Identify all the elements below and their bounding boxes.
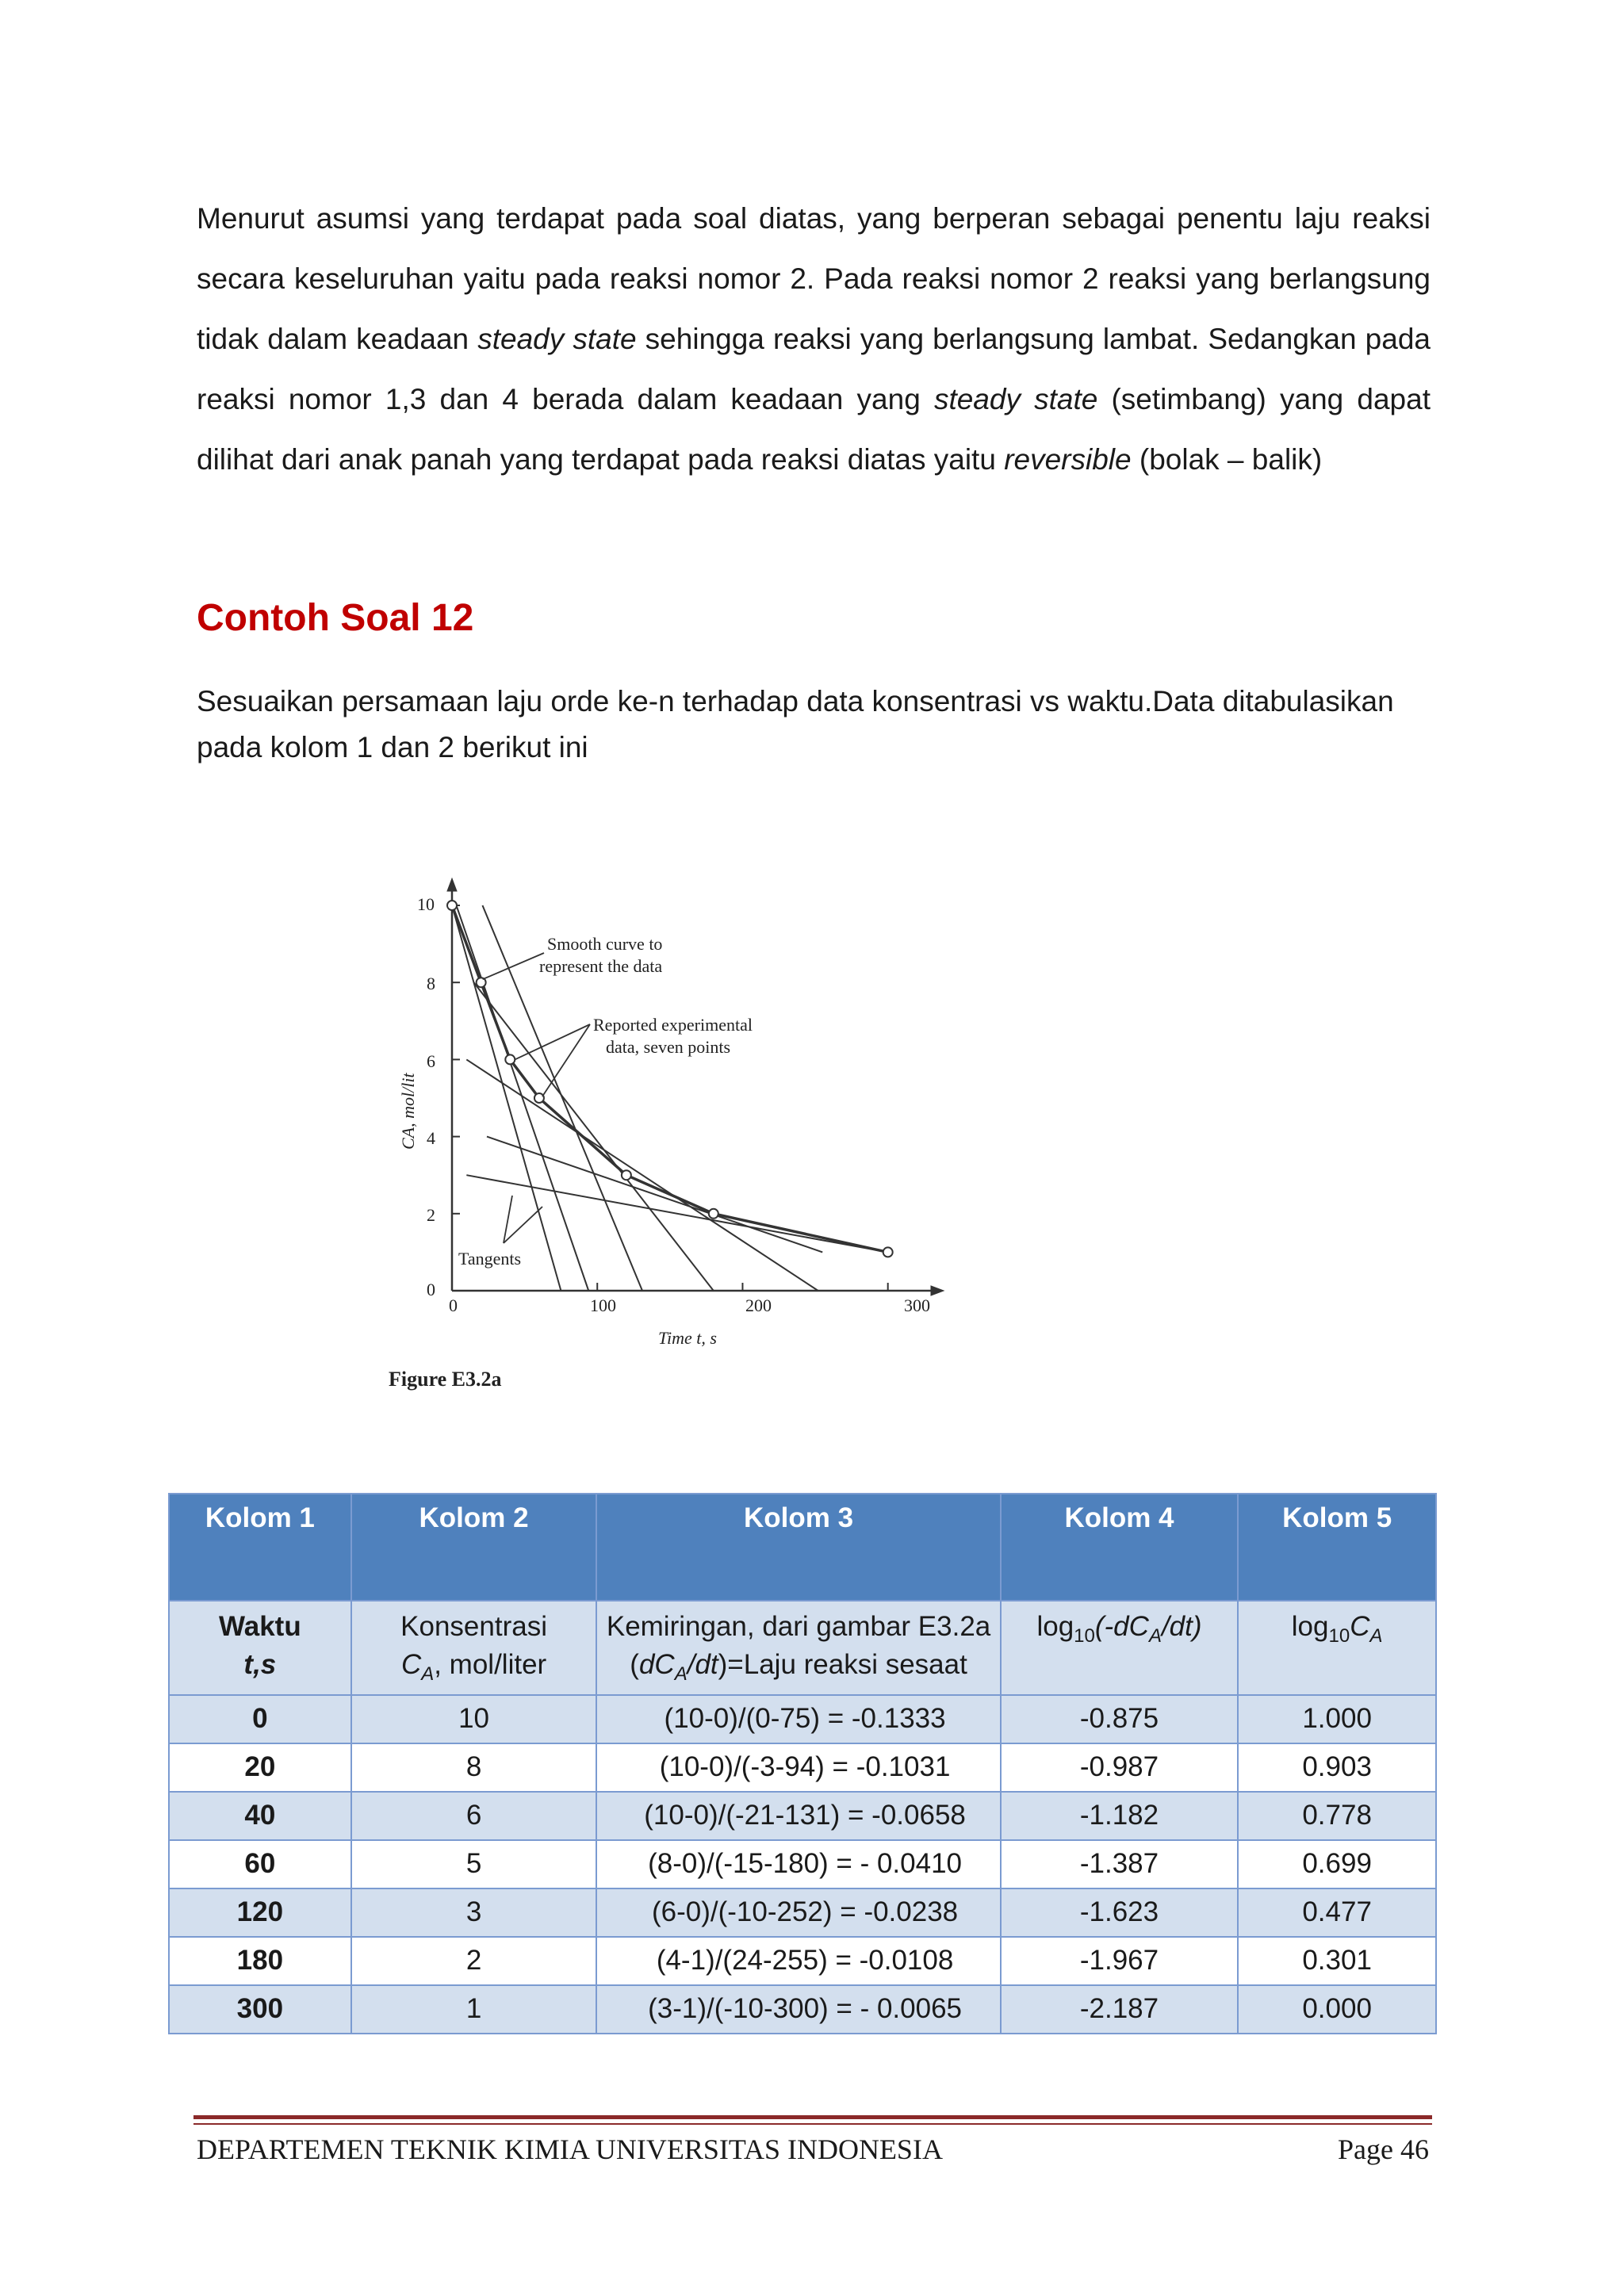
table-row [169,1937,1436,1985]
y-tick-label: 6 [427,1051,435,1071]
column-header: Kolom 3 [596,1494,1000,1601]
footer-department: DEPARTEMEN TEKNIK KIMIA UNIVERSITAS INDONESIA [197,2133,943,2165]
subheader-time: Waktu t,s [169,1601,351,1695]
text-run: sehingga reaksi yang berlangsung lambat. Sedangkan pada reaksi nomor 1,3 dan 4 berada dalam keadaan yang [197,323,1431,415]
y-axis-label: CA, mol/lit [398,1073,418,1150]
column-header: Kolom 5 [1238,1494,1436,1601]
table-cell: 120 [169,1888,351,1937]
annotation-tangents: Tangents [458,1249,522,1269]
table-cell: 180 [169,1937,351,1985]
data-point [447,901,457,910]
table-cell: -0.987 [1001,1743,1239,1792]
x-tick-label: 100 [590,1295,616,1315]
x-tick-label: 0 [449,1295,458,1315]
table-cell: 0.778 [1238,1792,1436,1840]
table-cell: 1.000 [1238,1695,1436,1743]
table-cell: 0.903 [1238,1743,1436,1792]
y-tick-label: 0 [427,1280,435,1299]
table-cell: 0.477 [1238,1888,1436,1937]
data-point [709,1209,718,1219]
table-cell: -1.182 [1001,1792,1239,1840]
table-cell: -1.387 [1001,1840,1239,1888]
annotation-leader [483,953,544,979]
table-cell: 0.699 [1238,1840,1436,1888]
figure-caption: Figure E3.2a [389,1368,502,1391]
column-header: Kolom 1 [169,1494,351,1601]
annotation-data: Reported experimental [593,1015,753,1035]
table-cell: (3-1)/(-10-300) = - 0.0065 [596,1985,1000,2034]
data-point [505,1054,515,1064]
y-tick-label: 8 [427,974,435,993]
table-row [169,1743,1436,1792]
subheader-log-conc: $\log_{10}C_A$ [1238,1601,1436,1695]
data-point [622,1170,631,1180]
italic-term: reversible [1004,443,1132,476]
footer-rule [193,2115,1432,2119]
annotation-data: data, seven points [606,1037,731,1057]
table-subheader-row [169,1601,1436,1695]
table-cell: 20 [169,1743,351,1792]
table-cell: 6 [351,1792,597,1840]
subheader-concentration: Konsentrasi $C_A$, mol/liter [351,1601,597,1695]
table-row [169,1792,1436,1840]
table-cell: 0.000 [1238,1985,1436,2034]
table-cell: (8-0)/(-15-180) = - 0.0410 [596,1840,1000,1888]
table-cell: (6-0)/(-10-252) = -0.0238 [596,1888,1000,1937]
section-heading: Contoh Soal 12 [197,597,474,639]
table-cell: (4-1)/(24-255) = -0.0108 [596,1937,1000,1985]
table-cell: 60 [169,1840,351,1888]
annotation-curve: represent the data [539,956,663,976]
y-tick-label: 10 [417,894,435,914]
table-cell: (10-0)/(0-75) = -0.1333 [596,1695,1000,1743]
problem-statement: Sesuaikan persamaan laju orde ke-n terhadap data konsentrasi vs waktu.Data ditabulasikan pada kolom 1 dan 2 berikut ini [197,685,1394,763]
column-header: Kolom 2 [351,1494,597,1601]
column-header: Kolom 4 [1001,1494,1239,1601]
x-tick-label: 200 [745,1295,772,1315]
table-row [169,1840,1436,1888]
table-cell: -1.623 [1001,1888,1239,1937]
figure-e3-2a [373,840,991,1411]
x-tick-label: 300 [904,1295,930,1315]
table-cell: (10-0)/(-21-131) = -0.0658 [596,1792,1000,1840]
table-cell: 40 [169,1792,351,1840]
table-cell: -1.967 [1001,1937,1239,1985]
table-cell: 10 [351,1695,597,1743]
y-tick-label: 4 [427,1128,435,1148]
x-axis-arrow [931,1286,944,1295]
table-cell: 0.301 [1238,1937,1436,1985]
data-point [883,1247,893,1257]
table-cell: 3 [351,1888,597,1937]
table-row [169,1985,1436,2034]
text-run: Menurut asumsi yang terdapat pada soal diatas, yang berperan sebagai penentu laju reaksi secara keseluruhan yaitu pada reaksi nomor 2. Pada reaksi nomor 2 reaksi yang berlangsung tidak dalam keadaan [197,202,1431,355]
table-cell: -0.875 [1001,1695,1239,1743]
table-cell: 1 [351,1985,597,2034]
subheader-slope: Kemiringan, dari gambar E3.2a $(dC_A/dt)=Laju$ reaksi sesaat [596,1601,1000,1695]
y-axis-arrow [447,878,457,891]
data-point [534,1093,544,1103]
text-run: (setimbang) yang dapat dilihat dari anak panah yang terdapat pada reaksi diatas yaitu [197,383,1431,476]
tangent-line [466,1175,887,1252]
footer-page-number: Page 46 [1338,2133,1429,2165]
table-row [169,1695,1436,1743]
footer-rule-thin [193,2123,1432,2125]
table-cell: (10-0)/(-3-94) = -0.1031 [596,1743,1000,1792]
table-cell: 300 [169,1985,351,2034]
table-cell: 2 [351,1937,597,1985]
italic-term: steady state [933,383,1098,415]
table-cell: 0 [169,1695,351,1743]
table-cell: -2.187 [1001,1985,1239,2034]
text-run: (bolak – balik) [1131,443,1323,476]
table-cell: 5 [351,1840,597,1888]
intro-paragraph [197,189,1431,490]
x-axis-label: Time t, s [658,1328,717,1348]
table-header-row [169,1494,1436,1601]
table-row [169,1888,1436,1937]
data-table [168,1493,1437,2034]
italic-term: steady state [477,323,637,355]
subheader-log-rate: $\log_{10}(-dC_A/dt)$ [1001,1601,1239,1695]
table-cell: 8 [351,1743,597,1792]
annotation-curve: Smooth curve to [547,934,663,954]
tangent-line [487,1137,822,1253]
y-tick-label: 2 [427,1205,435,1225]
